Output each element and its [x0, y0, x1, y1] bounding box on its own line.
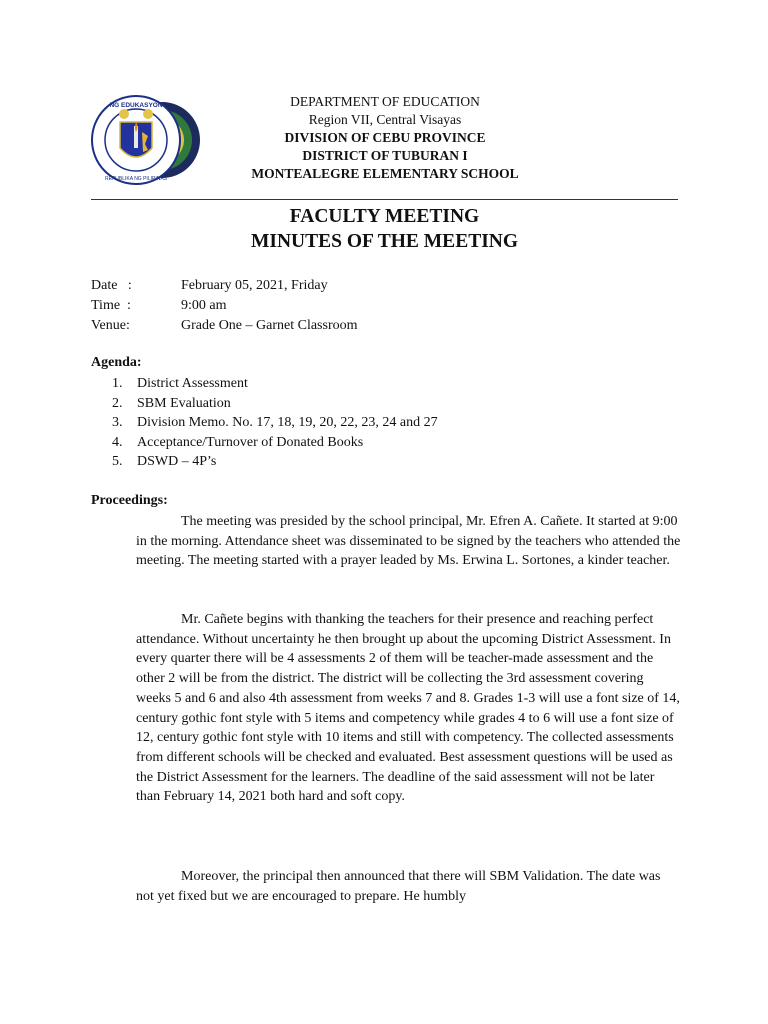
time-value: 9:00 am — [181, 298, 227, 313]
letterhead-district: DISTRICT OF TUBURAN I — [302, 148, 468, 163]
time-label: Time : — [91, 298, 131, 313]
venue-label: Venue: — [91, 318, 130, 333]
meeting-time-row — [91, 296, 358, 316]
agenda-item: 4. Acceptance/Turnover of Donated Books — [112, 434, 364, 450]
svg-text:REPUBLIKA NG PILIPINAS: REPUBLIKA NG PILIPINAS — [105, 176, 167, 182]
letterhead-school: MONTEALEGRE ELEMENTARY SCHOOL — [251, 166, 519, 181]
title-line-2: MINUTES OF THE MEETING — [250, 231, 519, 252]
header-seals — [90, 92, 202, 192]
letterhead-region: Region VII, Central Visayas — [308, 112, 462, 127]
agenda-list — [112, 374, 438, 472]
proceedings-paragraph-1: The meeting was presided by the school principal, Mr. Efren A. Cañete. It started at 9:00 in the morning. Attendance sheet was disseminated to be signed by the teachers who attended the meeting. The meeting started with a prayer leaded by Ms. Erwina L. Sortones, a kinder teacher. — [136, 514, 681, 569]
date-label: Date : — [91, 278, 132, 293]
proceedings-heading: Proceedings: — [91, 493, 168, 508]
deped-seal-icon — [92, 96, 180, 184]
meeting-details — [91, 276, 358, 336]
agenda-item: 1. District Assessment — [112, 376, 248, 391]
document-title — [91, 204, 678, 254]
agenda-heading: Agenda: — [91, 355, 142, 370]
agenda-item: 5. DSWD – 4P’s — [112, 454, 217, 470]
proceedings-paragraph-2: Mr. Cañete begins with thanking the teachers for their presence and reaching perfect attendance. Without uncertainty he then brought up about the upcoming District Assessment. In every quarter there will be 4 assessments 2 of them will be teacher-made assessment and the other 2 will be from the district. The district will be collecting the 3rd assessment covering weeks 5 and 6 and also 4th assessment from weeks 7 and 8. Grades 1-3 will use a font size of 14, century gothic font style with 5 items and competency while grades 4 to 6 will use a font size of 12, century gothic font style with 10 items and still with competency. The collected assessments from different schools will be checked and evaluated. Best assessment questions will be used as the District Assessment for the learners. The deadline of the said assessment will not be later than February 14, 2021 both hard and soft copy. — [136, 612, 680, 805]
title-line-1: FACULTY MEETING — [289, 206, 480, 227]
letterhead — [200, 93, 570, 183]
proceedings-paragraph-3: Moreover, the principal then announced that there will SBM Validation. The date was not yet fixed but we are encouraged to prepare. He humbly — [136, 869, 661, 904]
meeting-date-row — [91, 276, 358, 296]
svg-text:NG EDUKASYON: NG EDUKASYON — [109, 102, 163, 109]
date-value: February 05, 2021, Friday — [181, 278, 328, 293]
header-divider — [91, 199, 678, 200]
agenda-item: 2. SBM Evaluation — [112, 395, 231, 411]
meeting-venue-row — [91, 316, 358, 336]
letterhead-division: DIVISION OF CEBU PROVINCE — [284, 130, 486, 145]
letterhead-department: DEPARTMENT OF EDUCATION — [290, 94, 480, 109]
agenda-item: 3. Division Memo. No. 17, 18, 19, 20, 22, 23, 24 and 27 — [112, 415, 438, 431]
venue-value: Grade One – Garnet Classroom — [181, 318, 358, 333]
